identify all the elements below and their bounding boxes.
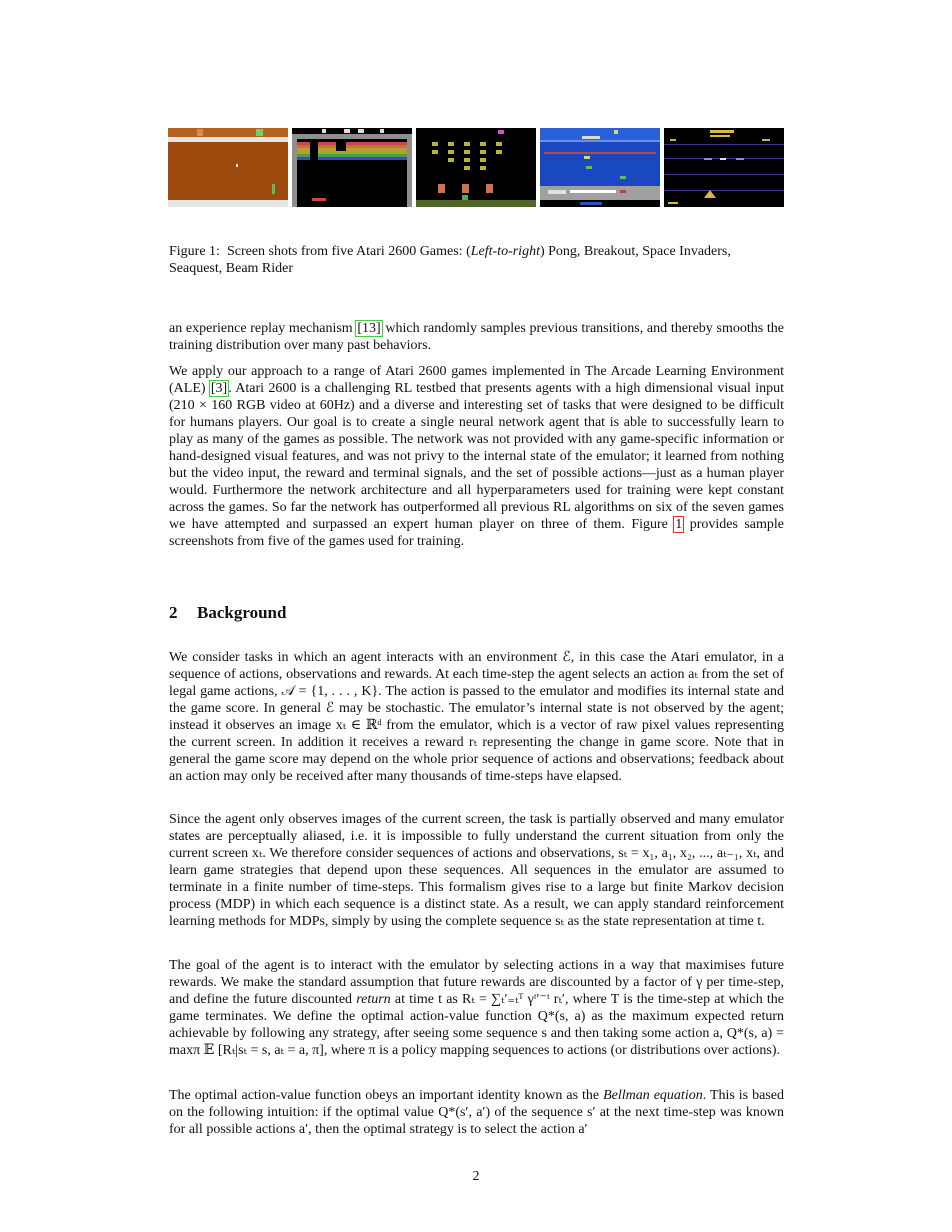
space-invaders-screenshot [416,128,536,207]
intro-paragraph-2: We apply our approach to a range of Atari 2600 games implemented in The Arcade Learning Environment (ALE) [3]. Atari 2600 is a challenging RL testbed that presents agents with a high dimensional visual input (210 × 160 RGB video at 60Hz) and a diverse and interesting set of tasks that were designed to be difficult for humans players. Our goal is to create a single neural network agent that is able to successfully learn to play as many of the games as possible. The network was not provided with any game-specific information or hand-designed visual features, and was not privy to the internal state of the emulator; it learned from nothing but the video input, the reward and terminal signals, and the set of possible actions—just as a human player would. Furthermore the network architecture and all hyperparameters used for training were kept constant across the games. So far the network has outperformed all previous RL algorithms on six of the seven games we have attempted and surpassed an expert human player on three of them. Figure 1 provides sample screenshots from five of the games used for training. [169,364,784,549]
breakout-screenshot [292,128,412,207]
citation-link-3[interactable]: [3] [210,381,228,396]
pong-screenshot [168,128,288,207]
beam-rider-screenshot [664,128,784,207]
figure-1-screenshots [168,128,784,207]
section-heading [169,603,286,623]
caption-post: ) Pong, Breakout, Space Invaders, Seaquest, Beam Rider [169,244,731,276]
caption-italic: Left-to-right [470,244,540,259]
citation-link-13[interactable]: [13] [357,321,381,336]
background-paragraph-1: We consider tasks in which an agent interacts with an environment ℰ, in this case the Atari emulator, in a sequence of actions, observations and rewards. At each time-step the agent selects an action aₜ from the set of legal game actions, 𝒜 = {1, . . . , K}. The action is passed to the emulator and modifies its internal state and the game score. In general ℰ may be stochastic. The emulator’s internal state is not observed by the agent; instead it observes an image xₜ ∈ ℝᵈ from the emulator, which is a vector of raw pixel values representing the current screen. In addition it receives a reward rₜ representing the change in game score. Note that in general the game score may depend on the whole prior sequence of actions and observations; feedback about an action may only be received after many thousands of time-steps have elapsed. [169,650,784,784]
caption-pre: Screen shots from five Atari 2600 Games: ( [226,244,471,259]
figure-1-link[interactable]: 1 [675,517,683,532]
background-paragraph-2: Since the agent only observes images of the current screen, the task is partially observed and many emulator states are perceptually aliased, i.e. it is impossible to fully understand the current situation from only the current screen xₜ. We therefore consider sequences of actions and observations, sₜ = x₁, a₁, x₂, ..., aₜ₋₁, xₜ, and learn game strategies that depend upon these sequences. All sequences in the emulator are assumed to terminate in a finite number of time-steps. This formalism gives rise to a large but finite Markov decision process (MDP) in which each sequence is a distinct state. As a result, we can apply standard reinforcement learning methods for MDPs, simply by using the complete sequence sₜ as the state representation at time t. [169,812,784,929]
seaquest-screenshot [540,128,660,207]
section-number: 2 [169,603,178,622]
caption-label: Figure 1: [169,244,220,259]
figure-1-caption [169,243,784,277]
page-number: 2 [472,1169,480,1184]
section-title: Background [197,603,287,622]
background-paragraph-4: The optimal action-value function obeys an important identity known as the Bellman equation. This is based on the following intuition: if the optimal value Q*(s′, a′) of the sequence s′ at the next time-step was known for all possible actions a′, then the optimal strategy is to select the action a′ [169,1088,784,1137]
intro-paragraph-1: an experience replay mechanism [13] which randomly samples previous transitions, and thereby smooths the training distribution over many past behaviors. [169,321,784,353]
background-paragraph-3: The goal of the agent is to interact with the emulator by selecting actions in a way that maximises future rewards. We make the standard assumption that future rewards are discounted by a factor of γ per time-step, and define the future discounted return at time t as Rₜ = ∑ₜ′₌ₜᵀ γᵗ′⁻ᵗ rₜ′, where T is the time-step at which the game terminates. We define the optimal action-value function Q*(s, a) as the maximum expected return achievable by following any strategy, after seeing some sequence s and then taking some action a, Q*(s, a) = maxπ 𝔼 [Rₜ|sₜ = s, aₜ = a, π], where π is a policy mapping sequences to actions (or distributions over actions). [169,958,784,1058]
